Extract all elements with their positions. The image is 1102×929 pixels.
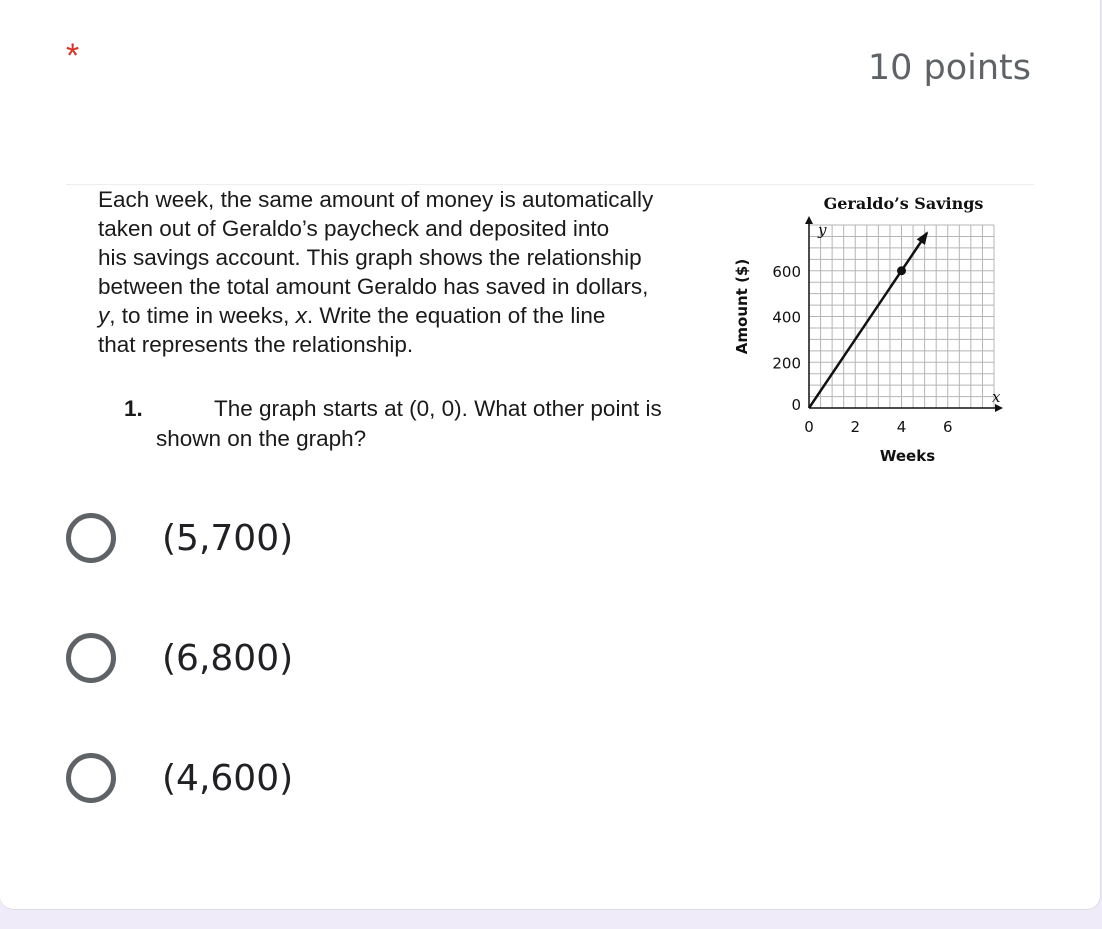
question-line: that represents the relationship.	[98, 332, 414, 357]
option-2[interactable]	[66, 628, 293, 688]
marked-point	[897, 266, 906, 275]
option-3[interactable]	[66, 748, 293, 808]
savings-chart	[726, 185, 1026, 475]
points-label: 10 points	[867, 48, 1031, 88]
question-image	[66, 184, 1034, 475]
y-tick-label: 200	[772, 354, 801, 373]
question-line: . Write the equation of the line	[306, 303, 606, 328]
x-axis-label: Weeks	[879, 447, 936, 465]
question-text	[98, 185, 728, 359]
item-text: The graph starts at (0, 0). What other point is	[214, 396, 662, 421]
y-tick-label: 0	[791, 396, 801, 414]
x-tick-label: 6	[942, 418, 953, 436]
chart-title: Geraldo’s Savings	[823, 194, 984, 213]
x-tick-label: 0	[804, 418, 814, 436]
y-axis-arrow	[805, 216, 813, 224]
x-tick-label: 4	[896, 418, 907, 436]
radio-button[interactable]	[66, 633, 116, 683]
item-number: 1.	[124, 396, 143, 421]
series-arrow	[917, 231, 928, 245]
item-text: shown on the graph?	[156, 426, 367, 451]
question-line: taken out of Geraldo’s paycheck and deposited into	[98, 216, 610, 241]
question-line: , to time in weeks,	[109, 303, 296, 328]
option-label: (4,600)	[162, 757, 294, 799]
question-item	[124, 394, 744, 454]
radio-button[interactable]	[66, 753, 116, 803]
var-x: x	[295, 303, 307, 328]
x-tick-label: 2	[850, 418, 861, 436]
radio-button[interactable]	[66, 513, 116, 563]
option-label: (5,700)	[162, 517, 294, 559]
y-axis-label: Amount ($)	[733, 258, 751, 355]
question-line: Each week, the same amount of money is automatically	[98, 187, 654, 212]
question-line: between the total amount Geraldo has saved in dollars,	[98, 274, 649, 299]
required-asterisk: *	[66, 37, 80, 75]
y-tick-label: 600	[772, 262, 801, 281]
var-y: y	[98, 303, 110, 328]
option-label: (6,800)	[162, 637, 294, 679]
y-tick-label: 400	[772, 308, 801, 327]
y-axis-letter: y	[818, 221, 827, 239]
option-1[interactable]	[66, 508, 293, 568]
x-axis-letter: x	[992, 388, 1001, 406]
question-line: his savings account. This graph shows the relationship	[98, 245, 642, 270]
